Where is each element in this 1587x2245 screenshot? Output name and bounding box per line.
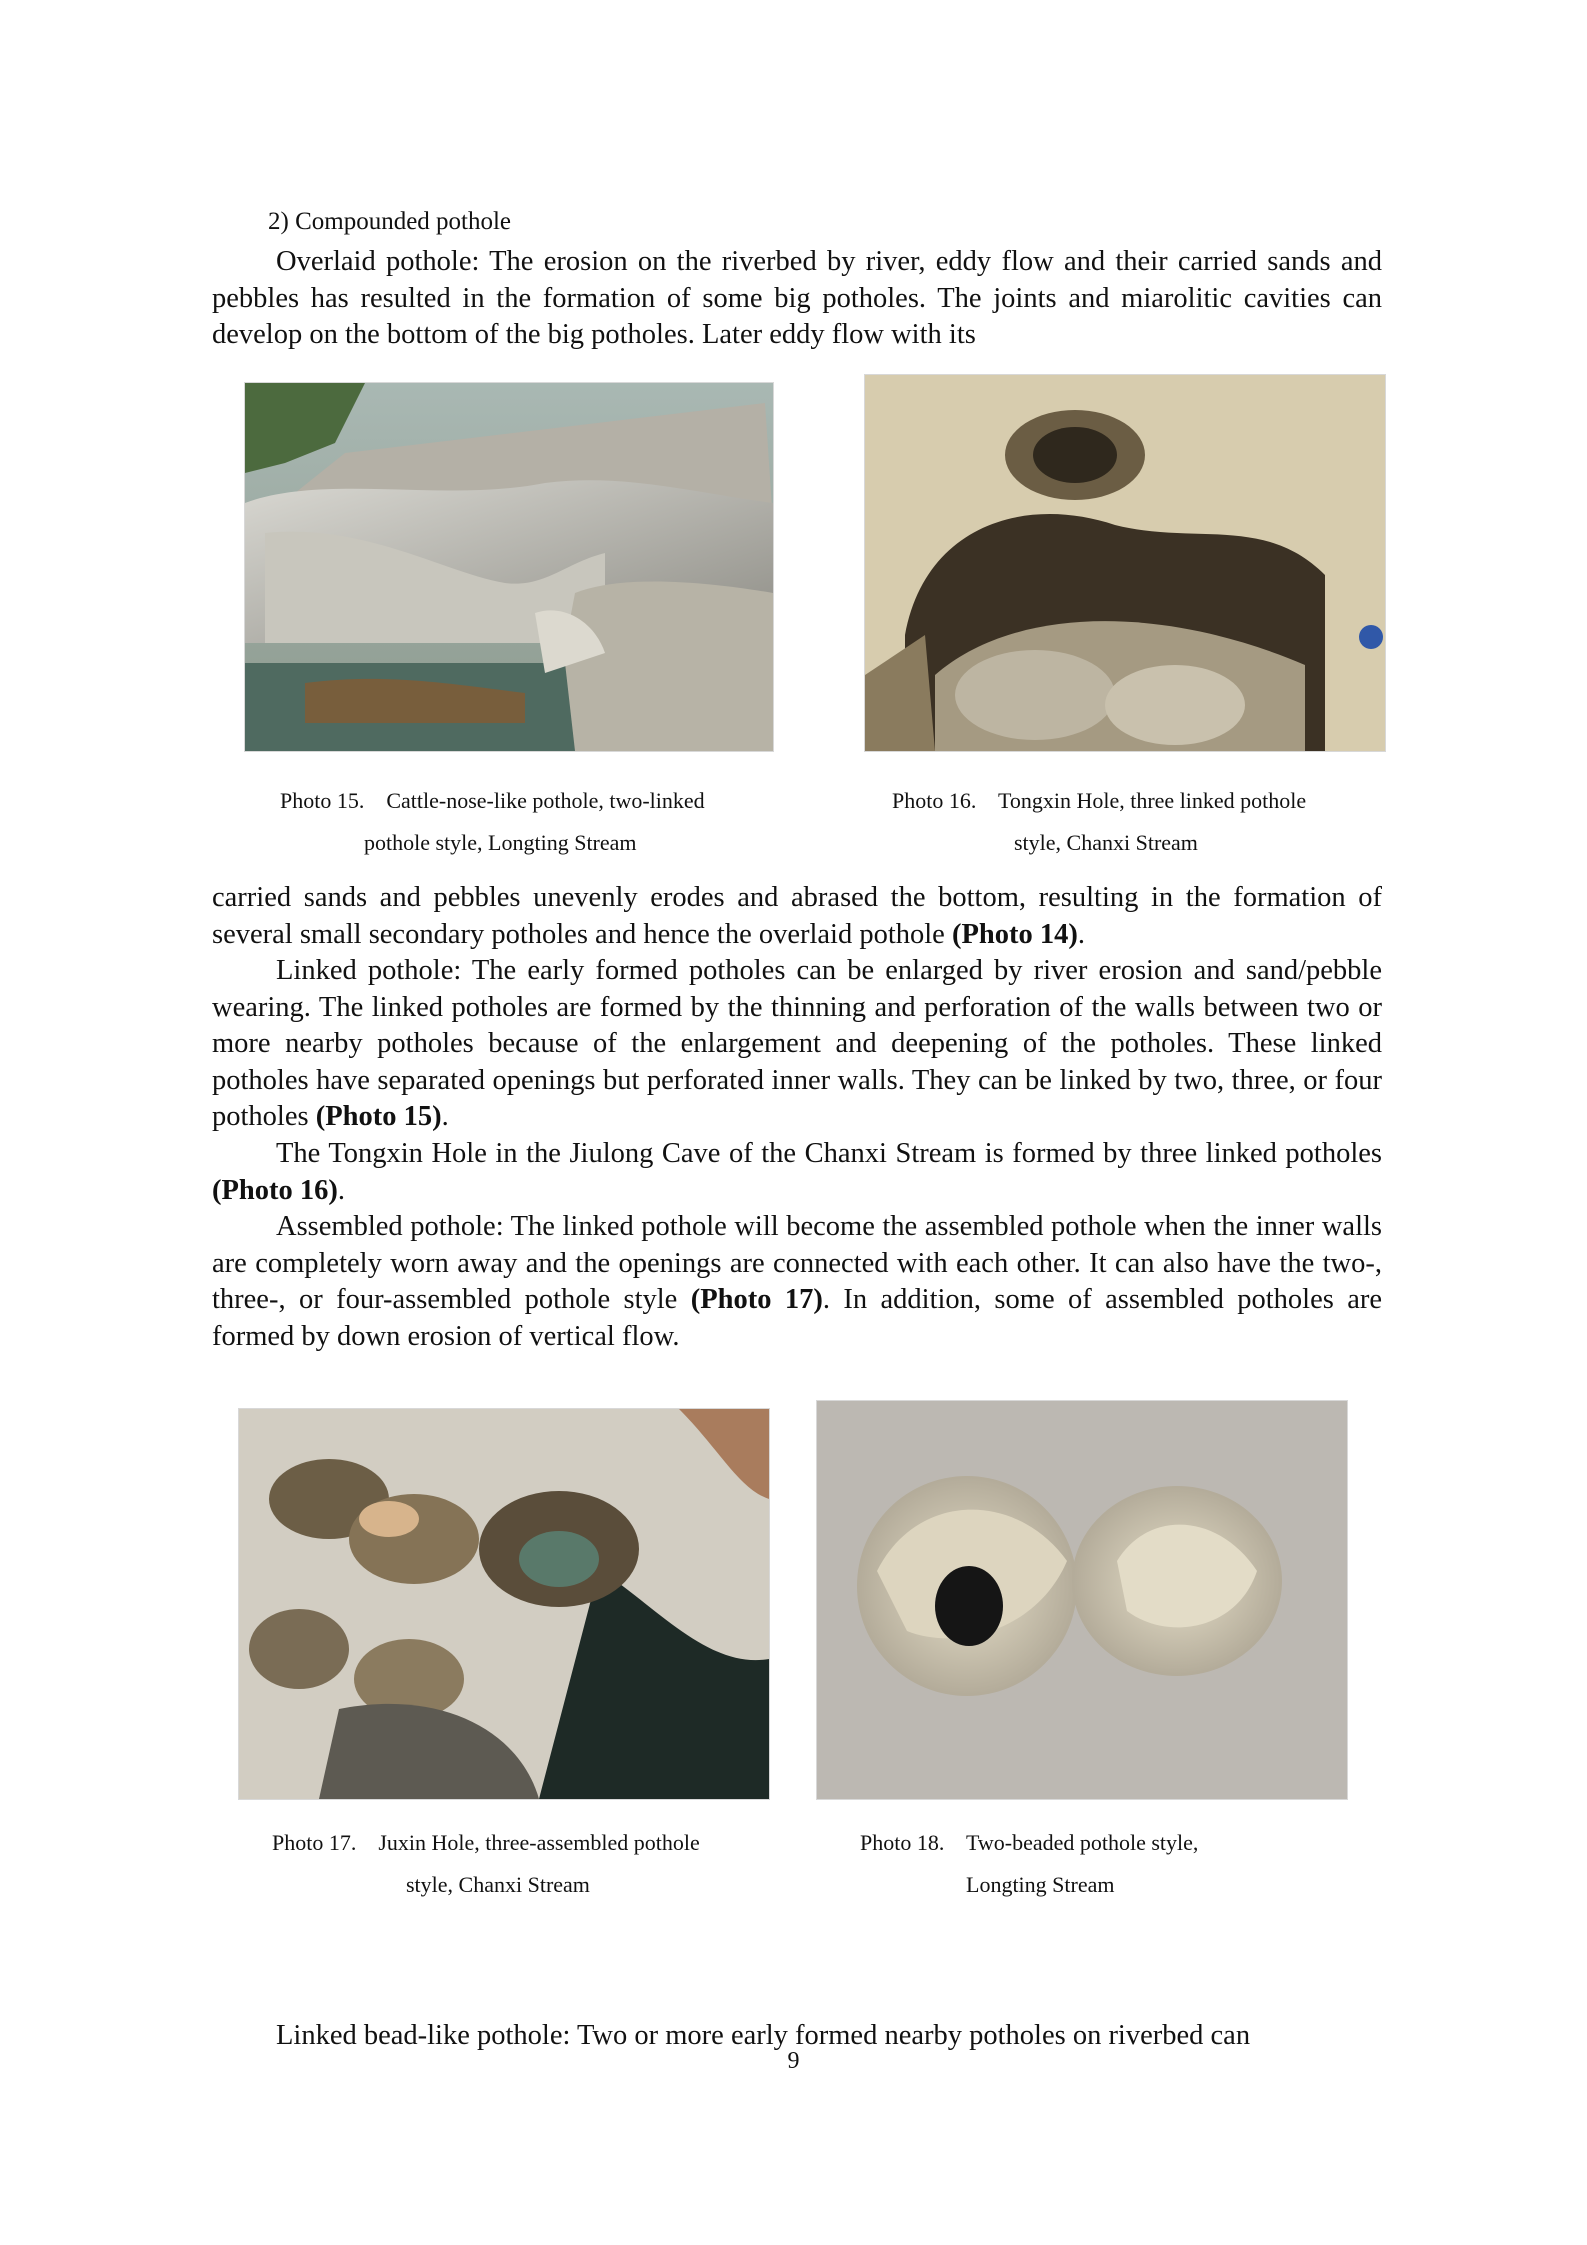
photo-16-caption-line1: Photo 16. Tongxin Hole, three linked pothole <box>892 788 1307 813</box>
photo-15-caption-line1: Photo 15. Cattle-nose-like pothole, two-linked <box>280 788 705 813</box>
photo-17-caption-line1: Photo 17. Juxin Hole, three-assembled pothole <box>272 1830 700 1855</box>
paragraph-tongxin: The Tongxin Hole in the Jiulong Cave of the Chanxi Stream is formed by three linked potholes (Photo 16). <box>212 1138 1382 1206</box>
photo-17-caption-line2: style, Chanxi Stream <box>406 1872 590 1897</box>
linked-text: Linked pothole: The early formed potholes can be enlarged by river erosion and sand/pebble wearing. The linked potholes are formed by the thinning and perforation of the walls between two or more nearby potholes because of the enlargement and deepening of the potholes. These linked potholes have separated openings but perforated inner walls. They can be linked by two, three, or four potholes <box>212 955 1382 1132</box>
overlaid-part2-text: carried sands and pebbles unevenly erodes and abrased the bottom, resulting in the formation of several small secondary potholes and hence the overlaid pothole <box>212 882 1382 950</box>
paragraph-assembled <box>212 1209 1382 1355</box>
assembled-text-a: Assembled pothole: The linked pothole will become the assembled pothole when the inner walls are completely worn away and the openings are connected with each other. It can also have the two-, three-, or four-assembled pothole style <box>212 1211 1382 1315</box>
paragraph-overlaid-part1: Overlaid pothole: The erosion on the riverbed by river, eddy flow and their carried sands and pebbles has resulted in the formation of some big potholes. The joints and miarolitic cavities can develop on the bottom of the big potholes. Later eddy flow with its <box>212 246 1382 350</box>
photo-16-ref: (Photo 16) <box>212 1174 338 1206</box>
section-heading: 2) Compounded pothole <box>268 208 512 235</box>
photo-16-image <box>864 374 1386 752</box>
photo-15-ref: (Photo 15) <box>315 1101 442 1132</box>
photo-17-ref: (Photo 17) <box>690 1284 823 1315</box>
photo-18-image <box>816 1400 1348 1800</box>
paragraph-overlaid-part2: carried sands and pebbles unevenly erodes and abrased the bottom, resulting in the formation of several small secondary potholes and hence the overlaid pothole (Photo 14). <box>212 882 1382 950</box>
photo-17-image <box>238 1408 770 1800</box>
photo-16-caption-line2: style, Chanxi Stream <box>1014 830 1198 855</box>
paragraph-bead-like: Linked bead-like pothole: Two or more early formed nearby potholes on riverbed can <box>276 2020 1251 2051</box>
tongxin-text: The Tongxin Hole in the Jiulong Cave of the Chanxi Stream is formed by three linked potholes <box>276 1138 1382 1169</box>
photo-14-ref: (Photo 14) <box>951 918 1078 950</box>
assembled-text-b: . In addition, some of assembled potholes are formed by down erosion of vertical flow. <box>212 1284 1382 1352</box>
page-number: 9 <box>787 2048 800 2074</box>
photo-18-caption-line1: Photo 18. Two-beaded pothole style, <box>860 1830 1199 1855</box>
paragraph-linked: Linked pothole: The early formed potholes can be enlarged by river erosion and sand/pebble wearing. The linked potholes are formed by the thinning and perforation of the walls between two or more nearby potholes because of the enlargement and deepening of the potholes. These linked potholes have separated openings but perforated inner walls. They can be linked by two, three, or four potholes (Photo 15). <box>212 955 1382 1132</box>
photo-18-caption-line2: Longting Stream <box>966 1872 1115 1897</box>
photo-15-caption-line2: pothole style, Longting Stream <box>364 830 637 855</box>
photo-15-image <box>244 382 774 752</box>
